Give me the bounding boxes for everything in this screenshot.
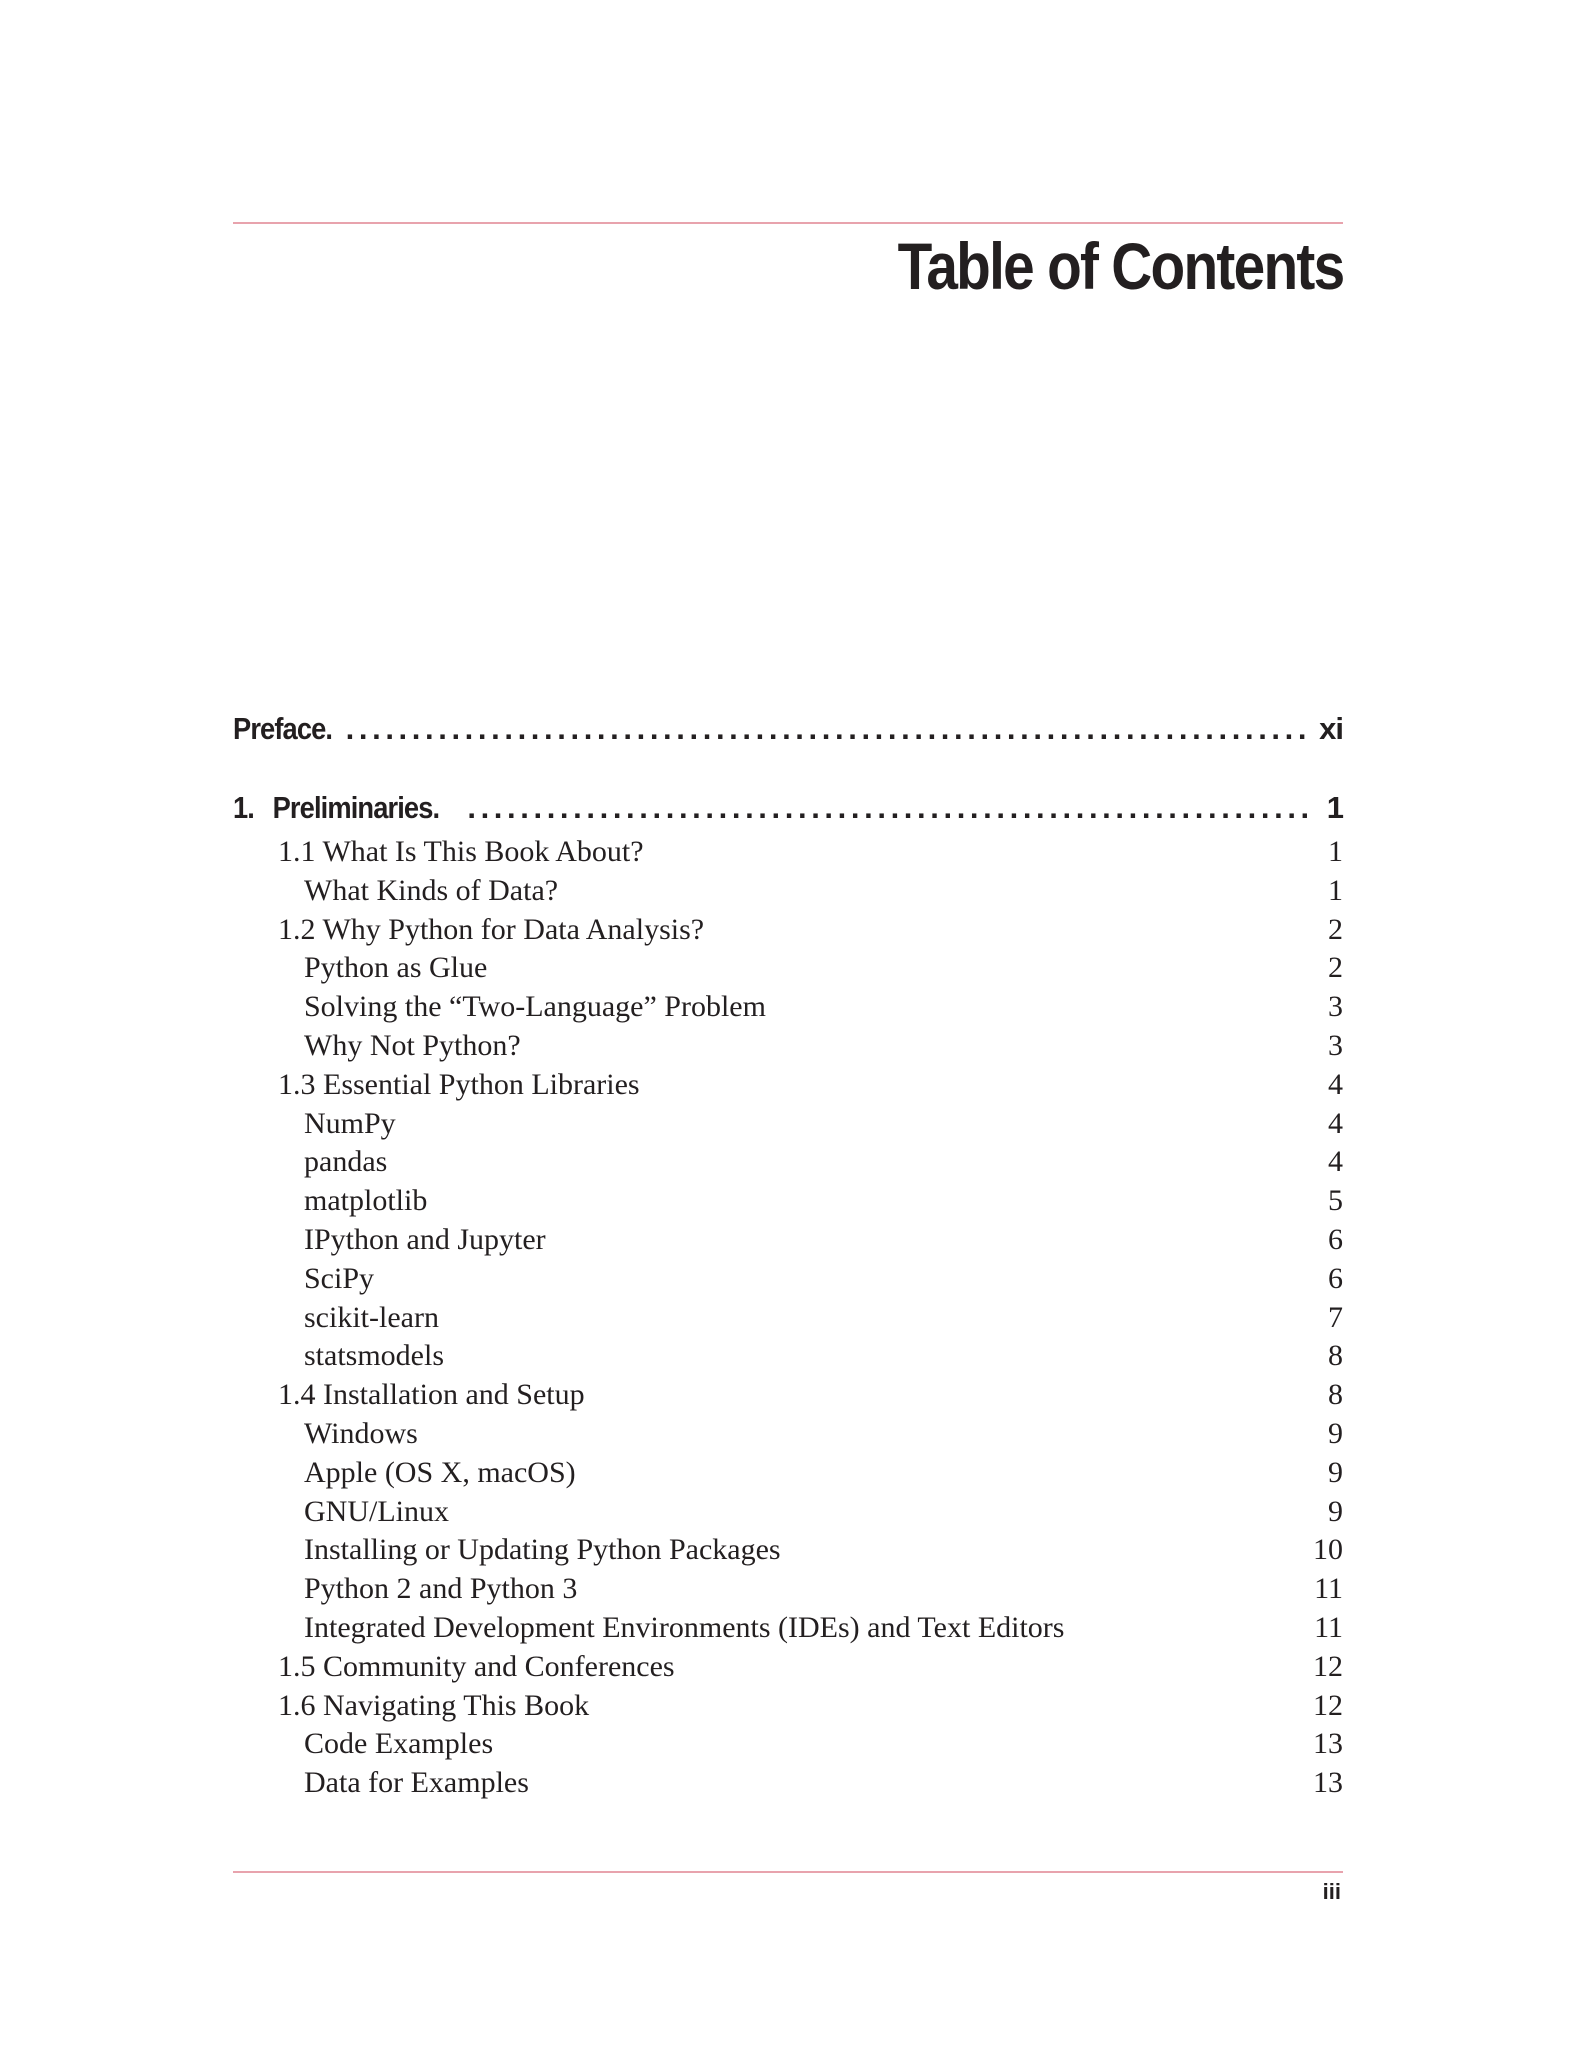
toc-entry-page: 9 [1328, 1455, 1343, 1489]
toc-entry-page: 6 [1328, 1261, 1343, 1295]
toc-entry-label: 1.1 What Is This Book About? [278, 835, 644, 868]
toc-entry-page: 10 [1313, 1533, 1343, 1567]
toc-subsection-entry[interactable] [233, 949, 1343, 988]
toc-entry-label: Python 2 and Python 3 [304, 1572, 578, 1606]
table-of-contents [233, 704, 1343, 1803]
bottom-rule [233, 1871, 1343, 1873]
toc-subsection-entry[interactable] [233, 1105, 1343, 1144]
toc-section-entry[interactable] [233, 1376, 1343, 1415]
toc-section-entry[interactable] [233, 1648, 1343, 1687]
toc-section-entry[interactable] [233, 911, 1343, 950]
toc-entry-label: 1.2 Why Python for Data Analysis? [278, 912, 705, 946]
toc-entry-chapter-1[interactable] [233, 783, 1343, 833]
toc-subsection-entry[interactable] [233, 1143, 1343, 1182]
toc-subsection-entry[interactable] [233, 1337, 1343, 1376]
toc-subsection-entry[interactable] [233, 1260, 1343, 1299]
toc-entry-label: Installing or Updating Python Packages [304, 1533, 781, 1567]
toc-entry-page: 2 [1328, 951, 1343, 985]
toc-subsection-entry[interactable] [233, 1764, 1343, 1803]
toc-entry-page: 3 [1328, 1028, 1343, 1062]
toc-subsection-entry[interactable] [233, 1609, 1343, 1648]
toc-subsection-entry[interactable] [233, 1725, 1343, 1764]
toc-entry-page: 6 [1328, 1222, 1343, 1256]
toc-entry-page: 8 [1328, 1339, 1343, 1373]
toc-entry-page: 4 [1328, 1145, 1343, 1179]
toc-subsection-entry[interactable] [233, 988, 1343, 1027]
toc-entry-page: xi [1319, 711, 1343, 746]
toc-entry-page: 1 [1328, 873, 1343, 907]
toc-entry-page: 13 [1313, 1727, 1343, 1761]
toc-subsection-entry[interactable] [233, 1493, 1343, 1532]
toc-entry-page: 4 [1328, 1106, 1343, 1140]
toc-entry-page: 12 [1313, 1649, 1343, 1683]
toc-entry-label: 1.5 Community and Conferences [278, 1649, 675, 1683]
toc-entry-page: 11 [1314, 1610, 1343, 1644]
toc-entry-label: 1.4 Installation and Setup [278, 1378, 585, 1412]
toc-entry-label: Integrated Development Environments (IDEs) and Text Editors [304, 1610, 1065, 1644]
toc-subsection-entry[interactable] [233, 1531, 1343, 1570]
toc-entry-label: matplotlib [304, 1184, 428, 1218]
page-title: Table of Contents [897, 229, 1343, 303]
toc-entry-label: pandas [304, 1145, 388, 1179]
toc-entry-page: 13 [1313, 1766, 1343, 1800]
toc-entry-label: statsmodels [304, 1339, 444, 1373]
toc-subsection-entry[interactable] [233, 1570, 1343, 1609]
toc-entry-label: Why Not Python? [304, 1028, 521, 1062]
toc-entry-page: 1 [1328, 835, 1343, 868]
dot-leader [346, 704, 1308, 754]
toc-entry-page: 12 [1313, 1688, 1343, 1722]
toc-subsection-entry[interactable] [233, 1415, 1343, 1454]
toc-entry-page: 2 [1328, 912, 1343, 946]
toc-entry-label: SciPy [304, 1261, 375, 1295]
toc-entry-label: Python as Glue [304, 951, 488, 985]
toc-entry-page: 3 [1328, 990, 1343, 1024]
toc-entry-label: Preliminaries. [272, 790, 440, 825]
toc-subsection-entry[interactable] [233, 872, 1343, 911]
toc-section-entry[interactable] [233, 833, 1343, 872]
dot-leader [467, 783, 1314, 833]
toc-entry-page: 8 [1328, 1378, 1343, 1412]
toc-entry-label: 1.6 Navigating This Book [278, 1688, 590, 1722]
toc-entry-label: Apple (OS X, macOS) [304, 1455, 576, 1489]
toc-entry-page: 11 [1314, 1572, 1343, 1606]
toc-entry-page: 1 [1326, 790, 1343, 825]
toc-section-entry[interactable] [233, 1066, 1343, 1105]
toc-entry-label: 1.3 Essential Python Libraries [278, 1067, 640, 1101]
toc-entry-label: GNU/Linux [304, 1494, 449, 1528]
toc-entry-page: 7 [1328, 1300, 1343, 1334]
toc-entry-label: Windows [304, 1416, 418, 1450]
toc-entry-preface[interactable] [233, 704, 1343, 754]
page-number: iii [1322, 1879, 1341, 1904]
toc-subsection-entry[interactable] [233, 1182, 1343, 1221]
toc-entry-page: 5 [1328, 1184, 1343, 1218]
toc-entry-label: Code Examples [304, 1727, 494, 1761]
toc-subsection-entry[interactable] [233, 1027, 1343, 1066]
toc-subsection-entry[interactable] [233, 1299, 1343, 1338]
toc-entry-label: What Kinds of Data? [304, 873, 559, 907]
toc-subsection-entry[interactable] [233, 1221, 1343, 1260]
toc-entry-label: IPython and Jupyter [304, 1222, 546, 1256]
toc-entries-list [233, 833, 1343, 1803]
toc-entry-page: 9 [1328, 1494, 1343, 1528]
toc-entry-label: Preface. [233, 711, 333, 746]
chapter-number: 1. [233, 790, 254, 825]
toc-subsection-entry[interactable] [233, 1454, 1343, 1493]
toc-entry-label: Data for Examples [304, 1766, 529, 1800]
toc-entry-label: Solving the “Two-Language” Problem [304, 990, 766, 1024]
toc-entry-label: NumPy [304, 1106, 396, 1140]
toc-section-entry[interactable] [233, 1687, 1343, 1726]
toc-entry-label: scikit-learn [304, 1300, 439, 1334]
toc-entry-page: 9 [1328, 1416, 1343, 1450]
toc-entry-page: 4 [1328, 1067, 1343, 1101]
